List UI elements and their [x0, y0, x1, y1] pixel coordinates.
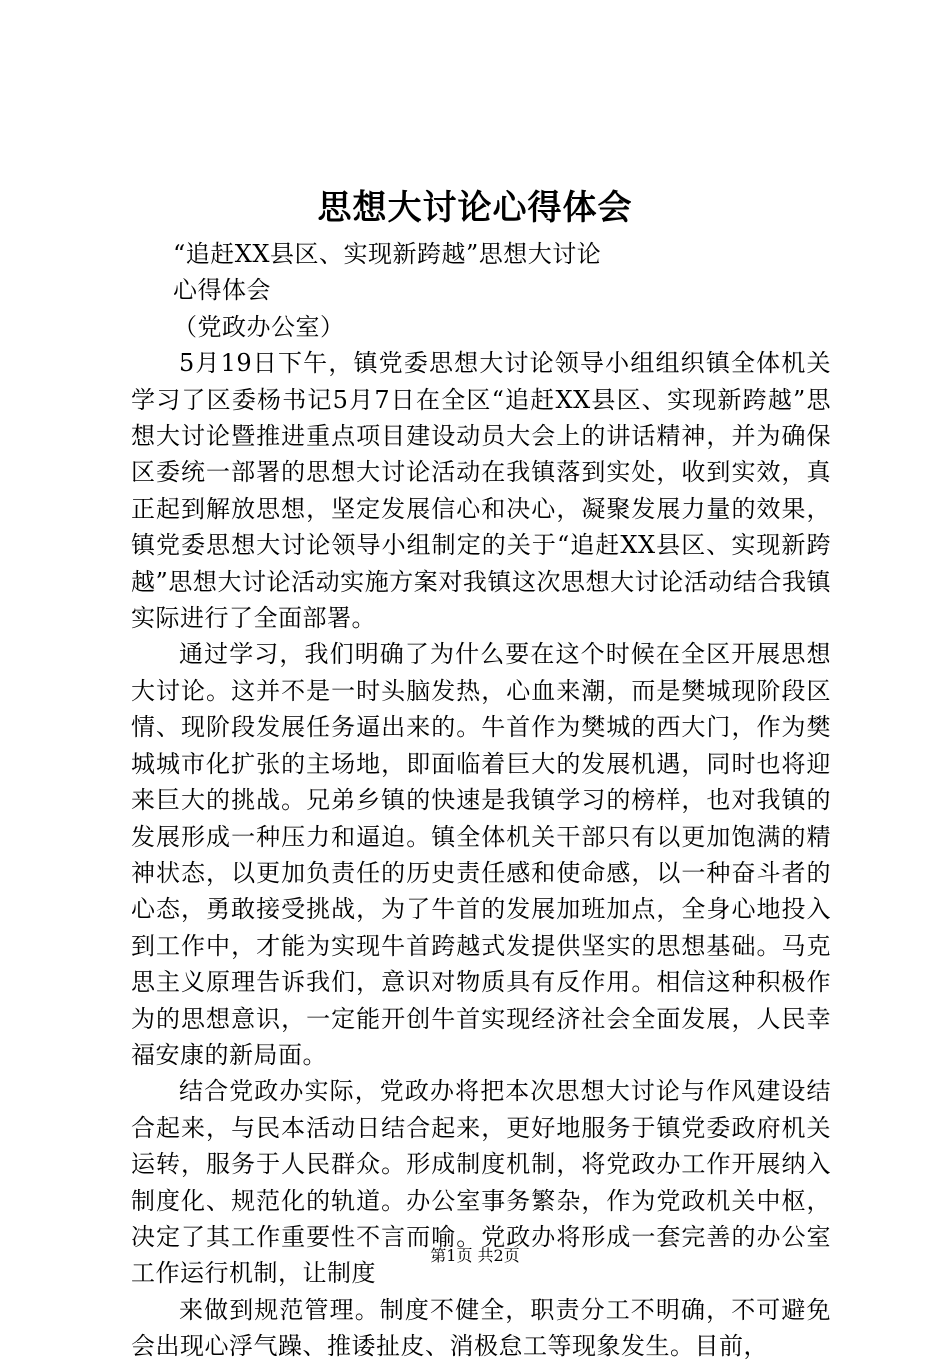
paragraph: 来做到规范管理。制度不健全，职责分工不明确，不可避免会出现心浮气躁、推诿扯皮、消极怠工等现象发生。目前，: [131, 1295, 831, 1361]
subtitle-line-2: 心得体会: [173, 276, 271, 305]
page-footer: 第1页 共2页: [430, 1246, 520, 1265]
document-title: 思想大讨论心得体会: [317, 188, 633, 228]
paragraph: 通过学习，我们明确了为什么要在这个时候在全区开展思想大讨论。这并不是一时头脑发热，心血来潮，而是樊城现阶段区情、现阶段发展任务逼出来的。牛首作为樊城的西大门，作为樊城城市化扩张的主场地，即面临着巨大的发展机遇，同时也将迎来巨大的挑战。兄弟乡镇的快速是我镇学习的榜样，也对我镇的发展形成一种压力和逼迫。镇全体机关干部只有以更加饱满的精神状态，以更加负责任的历史责任感和使命感，以一种奋斗者的心态，勇敢接受挑战，为了牛首的发展加班加点，全身心地投入到工作中，才能为实现牛首跨越式发提供坚实的思想基础。马克思主义原理告诉我们，意识对物质具有反作用。相信这种积极作为的思想意识，一定能开创牛首实现经济社会全面发展，人民幸福安康的新局面。: [131, 640, 831, 1069]
department-label: （党政办公室）: [173, 312, 345, 341]
document-body: [131, 236, 831, 1365]
subtitle-line-1: “追赶XX县区、实现新跨越”思想大讨论: [173, 240, 602, 268]
paragraph: 结合党政办实际，党政办将把本次思想大讨论与作风建设结合起来，与民本活动日结合起来，更好地服务于镇党委政府机关运转，服务于人民群众。形成制度机制，将党政办工作开展纳入制度化、规范化的轨道。办公室事务繁杂，作为党政机关中枢，决定了其工作重要性不言而喻。党政办将形成一套完善的办公室工作运行机制，让制度: [131, 1077, 831, 1288]
paragraph: 5月19日下午，镇党委思想大讨论领导小组组织镇全体机关学习了区委杨书记5月7日在全区“追赶XX县区、实现新跨越”思想大讨论暨推进重点项目建设动员大会上的讲话精神，并为确保区委统一部署的思想大讨论活动在我镇落到实处，收到实效，真正起到解放思想，坚定发展信心和决心，凝聚发展力量的效果，镇党委思想大讨论领导小组制定的关于“追赶XX县区、实现新跨越”思想大讨论活动实施方案对我镇这次思想大讨论活动结合我镇实际进行了全面部署。: [131, 349, 831, 633]
